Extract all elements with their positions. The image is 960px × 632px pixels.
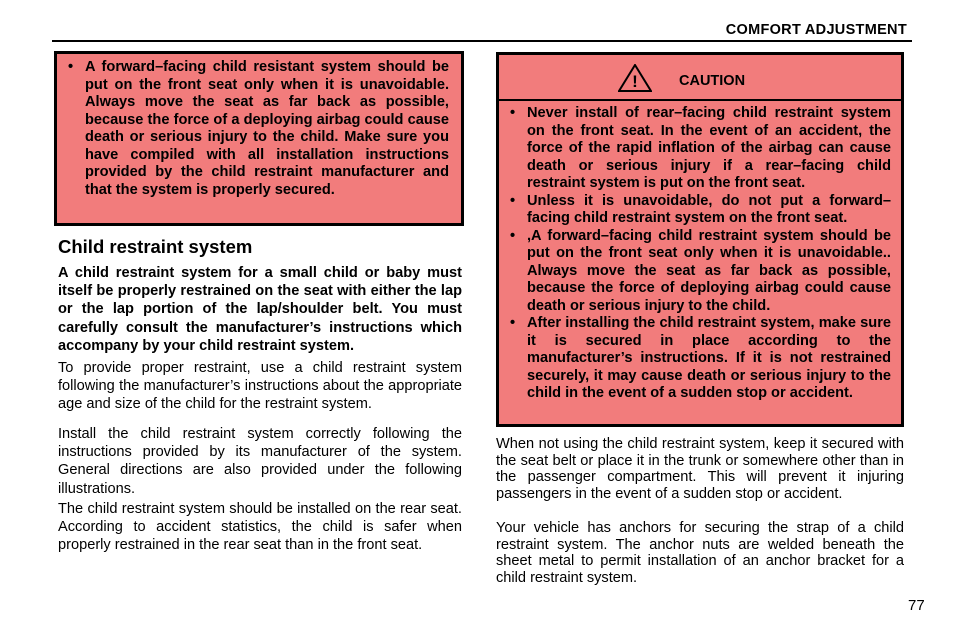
caution-item (505, 315, 891, 403)
page-number: 77 (908, 597, 925, 614)
warning-list-left (63, 59, 449, 199)
caution-list (499, 101, 901, 403)
caution-item (505, 228, 891, 316)
bullet-icon: • (510, 315, 516, 331)
body-paragraph: When not using the child restraint system, keep it secured with the seat belt or place it in the trunk or somewhere other than in the passenger compartment. This will prevent it injuring passengers in the event of a sudden stop or accident. (496, 436, 904, 502)
intro-paragraph: A child restraint system for a small child or baby must itself be properly restrained on the seat with either the lap or the lap portion of the lap/shoulder belt. You must carefully consult the manufacturer’s instructions which accompany by your child restraint system. (58, 265, 462, 354)
body-paragraph: Install the child restraint system correctly following the instructions provided by its manufacturer of the system. General directions are also provided under the following illustrations. (58, 426, 462, 497)
warning-box-left (54, 51, 464, 226)
caution-item (505, 105, 891, 193)
page-header: COMFORT ADJUSTMENT (725, 22, 907, 38)
caution-item (505, 193, 891, 228)
caution-item-text: ,A forward–facing child restraint system should be put on the front seat only when it is unavoidable.. Always move the seat as far back as possible, because the force of deploying airbag could cause death or serious injury to the child. (527, 227, 891, 314)
body-paragraph: To provide proper restraint, use a child restraint system following the manufacturer’s instructions about the appropriate age and size of the child for the restraint system. (58, 360, 462, 413)
section-title: Child restraint system (58, 236, 253, 257)
warning-glyph: ! (632, 72, 638, 91)
bullet-icon: • (510, 105, 516, 121)
bullet-icon: • (68, 59, 74, 75)
caution-box (496, 52, 904, 427)
caution-item-text: Unless it is unavoidable, do not put a forward–facing child restraint system on the front seat. (527, 192, 891, 226)
warning-item (63, 59, 449, 199)
caution-item-text: After installing the child restraint system, make sure it is secured in place according to the manufacturer’s instructions. If it is not restrained securely, it may cause death or serious injury to the child in the event of a sudden stop or accident. (527, 315, 891, 401)
body-paragraph: Your vehicle has anchors for securing the strap of a child restraint system. The anchor nuts are welded beneath the sheet metal to permit installation of an anchor bracket for a child restraint system. (496, 520, 904, 586)
bullet-icon: • (510, 192, 516, 209)
caution-item-text: Never install of rear–facing child restraint system on the front seat. In the event of an accident, the force of the rapid inflation of the airbag can cause death or serious injury if a rear–facing child restraint system is put on the front seat. (527, 105, 891, 191)
body-paragraph: The child restraint system should be installed on the rear seat. According to accident statistics, the child is safer when properly restrained in the rear seat than in the front seat. (58, 501, 462, 554)
warning-item-text: A forward–facing child resistant system should be put on the front seat only when it is unavoidable. Always move the seat as far back as possible, because the force of a deploying airbag could cause death or serious injury to the child. Make sure you have compiled with all installation instructions provided by the child restraint manufacturer and that the system is properly secured. (85, 59, 449, 198)
bullet-icon: • (510, 227, 516, 244)
caution-label: CAUTION (679, 73, 746, 89)
warning-triangle-icon (618, 64, 652, 92)
caution-header (499, 55, 901, 101)
header-rule (52, 40, 912, 42)
